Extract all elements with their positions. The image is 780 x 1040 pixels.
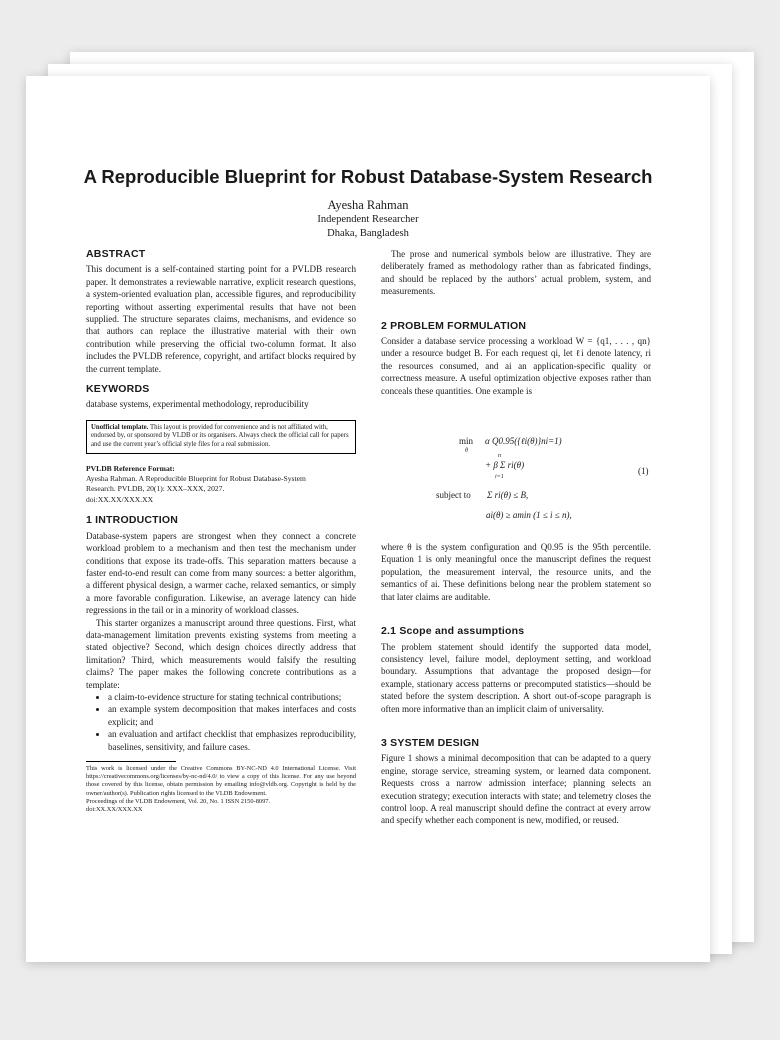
eq-subject-to: subject to [436, 490, 471, 501]
illustrative-note: The prose and numerical symbols below are illustrative. They are deliberately framed as methodology rather than as fabricated findings, and should be replaced by the authors’ actual problem, system, and measurements. [381, 249, 651, 297]
scope-heading: 2.1 Scope and assumptions [381, 625, 525, 638]
paper-page [26, 76, 710, 962]
reference-doi: doi:XX.XX/XXX.XX [86, 494, 154, 504]
after-equation-text: where θ is the system configuration and Q0.95 is the 95th percentile. Equation 1 is only meaningful once the manuscript defines the request population, the measurement interval, the resource units, and the semantics of ai. These definitions belong near the problem statement so that later claims are auditable. [381, 542, 651, 602]
eq-sum-top: n [498, 453, 501, 460]
eq-constraint-1: Σ ri(θ) ≤ B, [487, 490, 529, 501]
reference-heading: PVLDB Reference Format: [86, 463, 175, 473]
abstract-heading: ABSTRACT [86, 248, 146, 260]
footnote-rule [86, 761, 176, 762]
left-column [86, 248, 356, 814]
unofficial-notice [86, 420, 356, 454]
eq-constraint-2: ai(θ) ≥ amin (1 ≤ i ≤ n), [486, 510, 572, 521]
scope-text: The problem statement should identify the supported data model, consistency level, failure model, deployment setting, and workload boundary. Assumptions that advantage the proposed design—for example, stationary access patterns or precomputed statistics—should be stated before the system description. A short out-of-scope paragraph is often more informative than an implicit claim of universality. [381, 641, 651, 714]
keywords-text: database systems, experimental methodology, reproducibility [86, 399, 309, 410]
eq-theta: θ [465, 448, 468, 455]
reference-line-2: Research. PVLDB, 20(1): XXX–XXX, 2027. [86, 484, 225, 494]
eq-objective: α Q0.95({ℓi(θ)}ni=1) [485, 436, 562, 447]
contribution-item: • an evaluation and artifact checklist that emphasizes reproducibility, baselines, sensitivity, and failure cases. [108, 728, 356, 753]
intro-paragraph-2: This starter organizes a manuscript around three questions. First, what data-management limitation prevents existing systems from meeting a stated objective? Second, which design choices directly address that limitation? Third, which measurements would falsify the resulting claims? The paper makes the following concrete contributions as a template: [86, 617, 356, 690]
license-footnote: This work is licensed under the Creative Commons BY-NC-ND 4.0 International License. Visit https://creativecommons.org/licenses/by-nc-nd/4.0/ to view a copy of this license. For any use beyond those covered by this license, obtain permission by emailing info@vldb.org. Copyright is held by the owner/author(s). Publication rights licensed to the VLDB Endowment. [86, 765, 356, 797]
author-affiliation: Independent Researcher [317, 214, 419, 225]
problem-heading: 2 PROBLEM FORMULATION [381, 319, 527, 332]
intro-heading: 1 INTRODUCTION [86, 514, 179, 527]
reference-line-1: Ayesha Rahman. A Reproducible Blueprint for Robust Database-System [86, 474, 306, 484]
problem-text: Consider a database service processing a workload W = {q1, . . . , qn} under a resource budget B. For each request qi, let ℓi denote latency, ri the resources consumed, and ai an application-specific quality or correctness measure. A useful optimization objective exposes rather than conceals these quantities. One example is [381, 336, 651, 396]
right-column [381, 248, 651, 827]
eq-sum-bottom: i=1 [495, 474, 504, 481]
design-text: Figure 1 shows a minimal decomposition that can be adapted to a query engine, storage service, streaming system, or learned data component. Requests cross a narrow admission interface; planning selects an execution strategy; execution interacts with state; and telemetry closes the control loop. A real manuscript should define the contract at every arrow and specify whether each component is new, modified, or reused. [381, 753, 651, 826]
abstract-text: This document is a self-contained starting point for a PVLDB research paper. It demonstrates a reviewable narrative, explicit research questions, a system-oriented evaluation plan, accessible figures, and reproducibility reporting without asserting experimental results that have not been supplied. The structure separates claims, mechanisms, and evidence so that authors can replace the illustrative material with their own contribution while preserving the official two-column format. It also includes the PVLDB reference, copyright, and artifact blocks required by the current template. [86, 264, 356, 374]
author-name: Ayesha Rahman [327, 198, 409, 212]
eq-number: (1) [638, 466, 649, 477]
notice-lead: Unofficial template. [91, 423, 149, 431]
author-location: Dhaka, Bangladesh [327, 228, 409, 239]
contribution-item: • an example system decomposition that makes interfaces and costs explicit; and [108, 703, 356, 728]
equation-1 [381, 425, 651, 521]
intro-paragraph-1: Database-system papers are strongest when they connect a concrete workload problem to a mechanism and then test the mechanism under conditions that expose its trade-offs. This separation matters because a faster end-to-end result can come from many sources: a better algorithm, a different physical design, a warmer cache, relaxed semantics, or simply a more favorable configuration. Likewise, an average latency can hide regressions in the tail or in a minority of workload classes. [86, 530, 356, 616]
contribution-list [86, 691, 356, 753]
proceedings-line: Proceedings of the VLDB Endowment, Vol. 20, No. 1 ISSN 2150-8097. [86, 797, 271, 805]
eq-plus-term: + β Σ ri(θ) [485, 460, 525, 471]
eq-min: min [459, 436, 474, 447]
notice-text: This layout is provided for convenience and is not affiliated with, endorsed by, or sponsored by VLDB or its organisers. Always check the official call for papers and use the current year’s official style files for a real submission. [91, 423, 349, 449]
paper-title: A Reproducible Blueprint for Robust Database-System Research [83, 166, 653, 187]
footnote-doi: doi:XX.XX/XXX.XX [86, 806, 143, 814]
keywords-heading: KEYWORDS [86, 383, 150, 396]
contribution-item: • a claim-to-evidence structure for stating technical contributions; [108, 691, 356, 703]
design-heading: 3 SYSTEM DESIGN [381, 736, 480, 749]
reference-format [86, 464, 356, 506]
